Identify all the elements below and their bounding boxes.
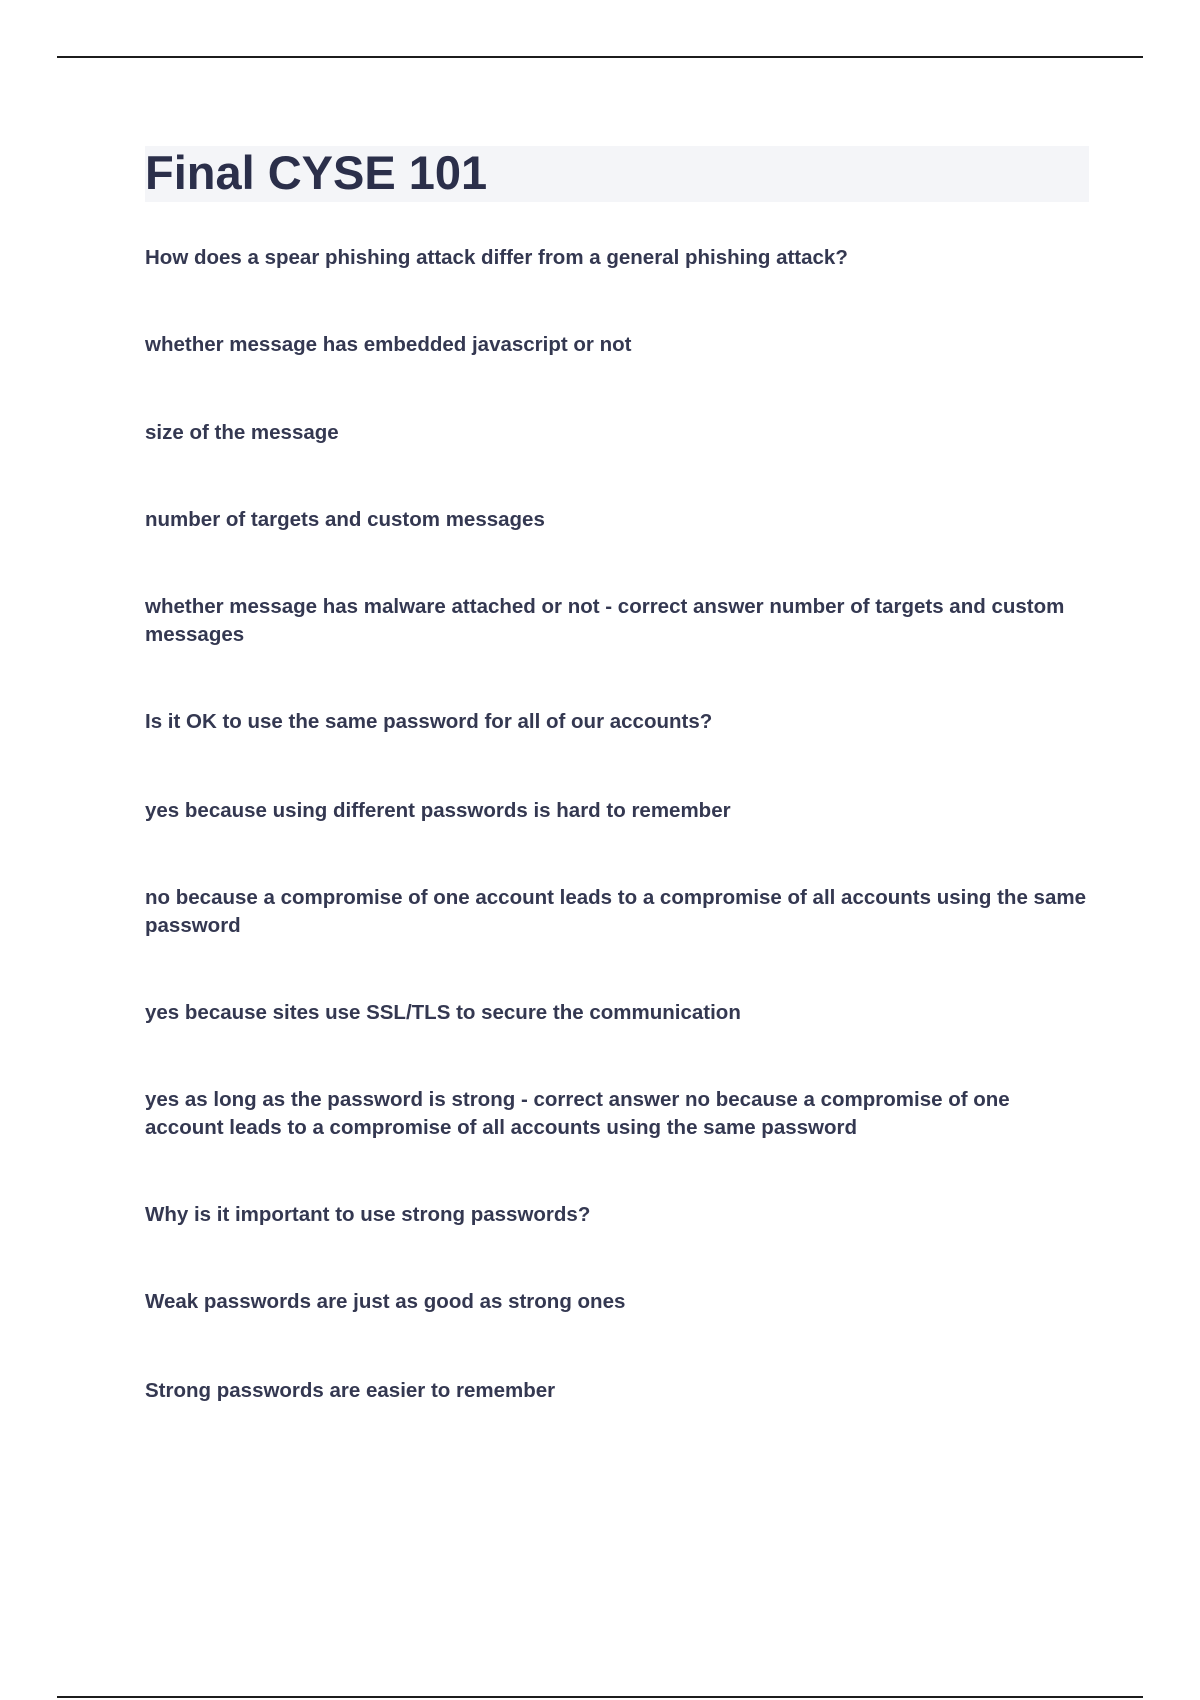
answer-option: number of targets and custom messages xyxy=(145,508,545,531)
answer-option: Strong passwords are easier to remember xyxy=(145,1379,556,1402)
top-rule xyxy=(57,56,1143,58)
answer-option: size of the message xyxy=(145,421,339,444)
answer-option: no because a compromise of one account leads to a compromise of all accounts using the same password xyxy=(145,886,1086,937)
answer-option-with-correct-answer: yes as long as the password is strong - correct answer no because a compromise of one account leads to a compromise of all accounts using the same password xyxy=(145,1088,1010,1139)
question-text: Why is it important to use strong passwords? xyxy=(145,1203,591,1226)
answer-option: yes because using different passwords is hard to remember xyxy=(145,799,731,822)
question-text: Is it OK to use the same password for all of our accounts? xyxy=(145,710,713,733)
answer-option: yes because sites use SSL/TLS to secure the communication xyxy=(145,1001,741,1024)
question-text: How does a spear phishing attack differ from a general phishing attack? xyxy=(145,246,848,269)
bottom-rule xyxy=(57,1696,1143,1698)
answer-option: Weak passwords are just as good as strong ones xyxy=(145,1290,626,1313)
page-title: Final CYSE 101 xyxy=(145,146,488,199)
answer-option: whether message has embedded javascript or not xyxy=(145,333,632,356)
answer-option-with-correct-answer: whether message has malware attached or not - correct answer number of targets and custom messages xyxy=(145,595,1065,646)
